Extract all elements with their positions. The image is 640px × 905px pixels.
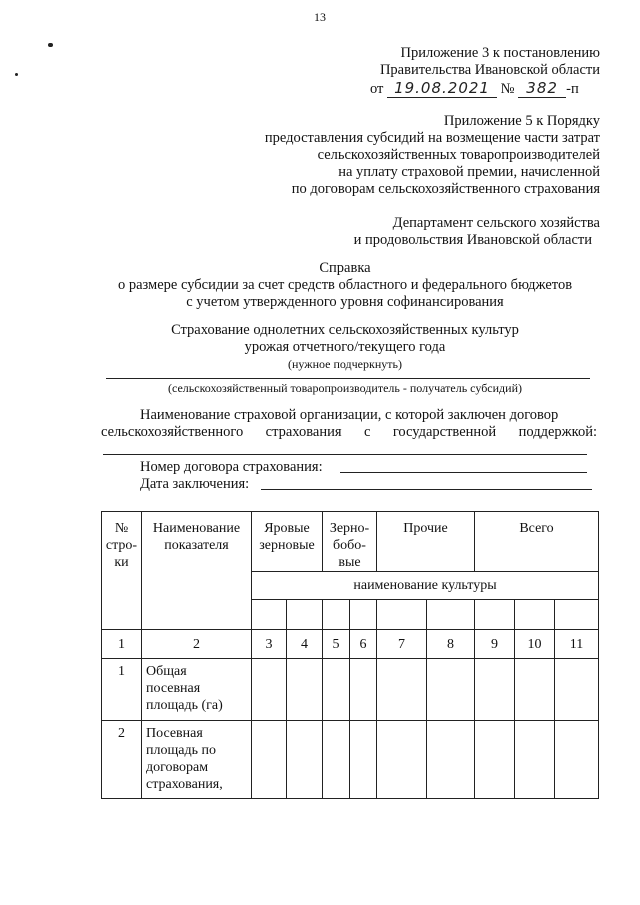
row-indicator-name-l2: площадь по bbox=[146, 743, 216, 758]
data-cell bbox=[515, 721, 555, 799]
data-cell bbox=[350, 659, 377, 721]
row-indicator-name-l1: Посевная bbox=[146, 726, 203, 741]
header-legumes-l3: вые bbox=[338, 555, 361, 570]
crop-cell bbox=[427, 600, 475, 630]
row-indicator-name-l4: страхования, bbox=[146, 777, 223, 792]
col-number: 1 bbox=[102, 630, 142, 659]
appendix5-line5: по договорам сельскохозяйственного страхования bbox=[291, 181, 600, 197]
header-indicator-name-l1: Наименование bbox=[152, 521, 241, 536]
page-number: 13 bbox=[314, 10, 326, 24]
resolution-date: 19.08.2021 bbox=[387, 80, 497, 98]
data-cell bbox=[377, 659, 427, 721]
contract-number-field bbox=[340, 472, 587, 473]
col-number: 8 bbox=[427, 630, 475, 659]
insurer-line2: сельскохозяйственного страхования с государственной поддержкой: bbox=[101, 424, 597, 440]
crop-cell bbox=[515, 600, 555, 630]
appendix5-line4: на уплату страховой премии, начисленной bbox=[338, 164, 600, 180]
header-legumes bbox=[323, 512, 377, 572]
col-number: 7 bbox=[377, 630, 427, 659]
crop-cell bbox=[252, 600, 287, 630]
header-spring-grains bbox=[252, 512, 323, 572]
crop-cell bbox=[287, 600, 323, 630]
data-cell bbox=[252, 659, 287, 721]
header-row-number bbox=[102, 512, 142, 630]
data-cell bbox=[555, 721, 599, 799]
row-indicator-name bbox=[142, 659, 252, 721]
crop-cell bbox=[323, 600, 350, 630]
row-indicator-name bbox=[142, 721, 252, 799]
crop-cell bbox=[555, 600, 599, 630]
data-cell bbox=[287, 659, 323, 721]
subtitle-note: (нужное подчеркнуть) bbox=[288, 357, 402, 371]
number-suffix: -п bbox=[566, 81, 579, 97]
appendix3-date-line bbox=[370, 80, 602, 98]
appendix5-line1: Приложение 5 к Порядку bbox=[443, 113, 600, 129]
data-cell bbox=[287, 721, 323, 799]
data-cell bbox=[555, 659, 599, 721]
header-total: Всего bbox=[475, 512, 599, 572]
data-cell bbox=[427, 659, 475, 721]
scan-speck bbox=[48, 43, 53, 47]
header-legumes-l1: Зерно- bbox=[329, 521, 370, 536]
producer-field-line bbox=[106, 378, 590, 379]
producer-caption: (сельскохозяйственный товаропроизводитель - получатель субсидий) bbox=[168, 381, 522, 395]
appendix5-line3: сельскохозяйственных товаропроизводителей bbox=[317, 147, 600, 163]
table-row bbox=[102, 721, 599, 799]
header-row-number-l1: № bbox=[114, 521, 129, 536]
department-line1: Департамент сельского хозяйства bbox=[392, 215, 600, 231]
appendix3-line1: Приложение 3 к постановлению bbox=[400, 45, 600, 61]
number-sign: № bbox=[500, 81, 515, 97]
subtitle-line1: Страхование однолетних сельскохозяйственных культур bbox=[171, 322, 519, 338]
col-number: 4 bbox=[287, 630, 323, 659]
header-other: Прочие bbox=[377, 512, 475, 572]
title-line2: о размере субсидии за счет средств областного и федерального бюджетов bbox=[117, 277, 573, 293]
data-cell bbox=[475, 659, 515, 721]
col-number: 5 bbox=[323, 630, 350, 659]
subtitle-line2: урожая отчетного/текущего года bbox=[244, 339, 446, 355]
insurer-field-line bbox=[103, 454, 587, 455]
data-cell bbox=[323, 721, 350, 799]
data-cell bbox=[475, 721, 515, 799]
col-number: 6 bbox=[350, 630, 377, 659]
appendix5-line2: предоставления субсидий на возмещение части затрат bbox=[264, 130, 600, 146]
col-number: 10 bbox=[515, 630, 555, 659]
row-indicator-name-l1: Общая bbox=[146, 664, 187, 679]
appendix3-line2: Правительства Ивановской области bbox=[379, 62, 600, 78]
data-cell bbox=[323, 659, 350, 721]
table-row bbox=[102, 659, 599, 721]
data-cell bbox=[427, 721, 475, 799]
title-line1: Справка bbox=[319, 260, 371, 276]
data-cell bbox=[252, 721, 287, 799]
insurer-line1: Наименование страховой организации, с которой заключен договор bbox=[140, 407, 559, 423]
header-indicator-name-l2: показателя bbox=[164, 538, 229, 553]
col-number: 11 bbox=[555, 630, 599, 659]
row-indicator-name-l3: площадь (га) bbox=[146, 698, 223, 713]
header-spring-grains-l2: зерновые bbox=[259, 538, 315, 553]
col-number: 2 bbox=[142, 630, 252, 659]
header-row-number-l3: ки bbox=[114, 555, 129, 570]
title-line3: с учетом утвержденного уровня софинансирования bbox=[186, 294, 504, 310]
row-indicator-name-l3: договорам bbox=[146, 760, 209, 775]
contract-number-label: Номер договора страхования: bbox=[140, 459, 323, 475]
department-line2: и продовольствия Ивановской области bbox=[353, 232, 592, 248]
crop-cell bbox=[350, 600, 377, 630]
contract-date-field bbox=[261, 489, 592, 490]
col-number: 9 bbox=[475, 630, 515, 659]
header-legumes-l2: бобо- bbox=[333, 538, 366, 553]
date-prefix: от bbox=[370, 81, 384, 97]
data-cell bbox=[350, 721, 377, 799]
crop-cell bbox=[475, 600, 515, 630]
crop-cell bbox=[377, 600, 427, 630]
row-number: 1 bbox=[102, 659, 142, 721]
data-cell bbox=[377, 721, 427, 799]
col-number: 3 bbox=[252, 630, 287, 659]
contract-date-label: Дата заключения: bbox=[140, 476, 250, 492]
scan-speck bbox=[15, 73, 18, 76]
header-crop-name: наименование культуры bbox=[252, 572, 599, 600]
row-indicator-name-l2: посевная bbox=[146, 681, 201, 696]
resolution-number: 382 bbox=[518, 80, 566, 98]
header-row-number-l2: стро- bbox=[105, 538, 138, 553]
subsidy-table bbox=[101, 511, 599, 799]
row-number: 2 bbox=[102, 721, 142, 799]
header-indicator-name bbox=[142, 512, 252, 630]
header-spring-grains-l1: Яровые bbox=[264, 521, 310, 536]
data-cell bbox=[515, 659, 555, 721]
